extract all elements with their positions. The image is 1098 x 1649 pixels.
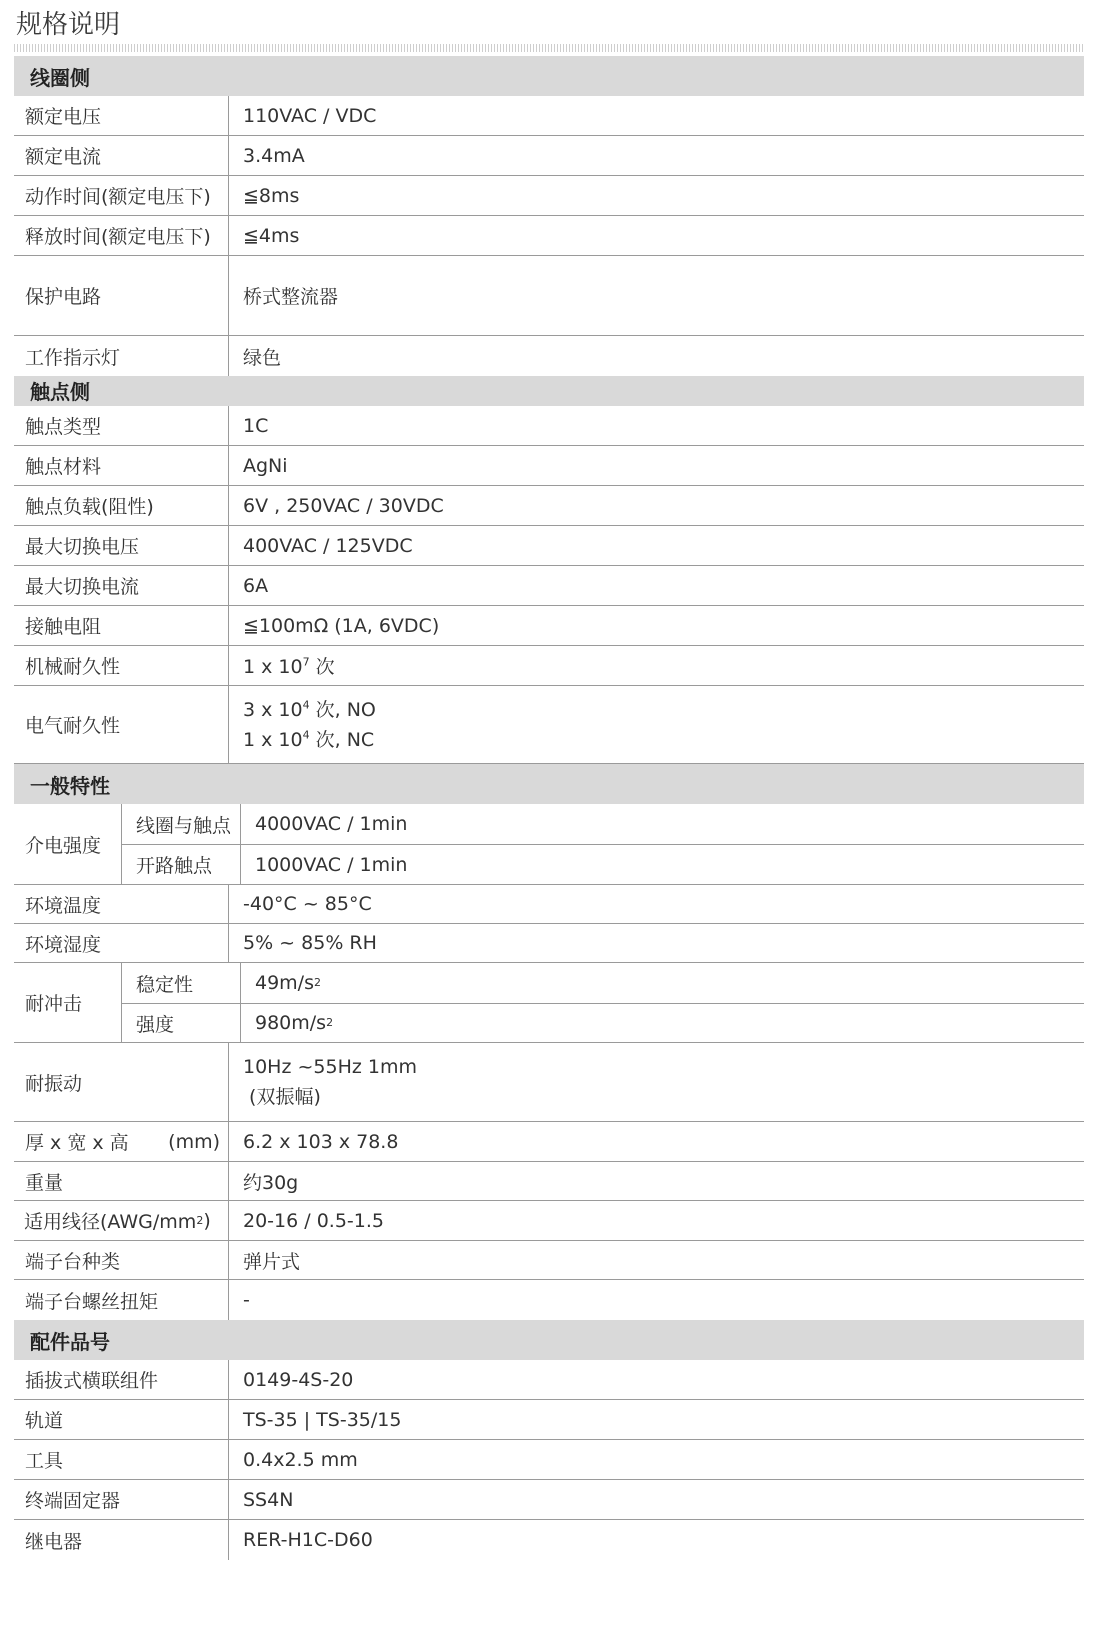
spec-table [14, 56, 1084, 1560]
spec-value: 110VAC / VDC [243, 104, 377, 127]
spec-value: 980m/s 2 [255, 1012, 334, 1034]
spec-row [14, 646, 1084, 686]
spec-label: 端子台螺丝扭矩 [14, 1280, 229, 1320]
spec-row [14, 1400, 1084, 1440]
spec-value: 约30g [243, 1171, 299, 1194]
spec-row [14, 336, 1084, 376]
spec-value: 桥式整流器 [243, 286, 339, 308]
spec-row [14, 1122, 1084, 1162]
label-unit: (mm) [168, 1130, 220, 1153]
value-unit: 次 [309, 656, 335, 678]
sub-label: 强度 [122, 1004, 241, 1042]
spec-value: ≦4ms [243, 224, 300, 247]
spec-row [14, 1440, 1084, 1480]
spec-row [14, 1360, 1084, 1400]
label-text: ) [203, 1209, 211, 1232]
spec-label: 电气耐久性 [14, 686, 229, 763]
spec-label: 耐冲击 [14, 963, 122, 1042]
spec-row [14, 1201, 1084, 1241]
spec-row [14, 256, 1084, 336]
title-divider [14, 44, 1084, 52]
spec-label: 轨道 [14, 1400, 229, 1439]
spec-label: 触点类型 [14, 406, 229, 445]
spec-row [14, 176, 1084, 216]
spec-label: 适用线径(AWG/mm 2 ) [14, 1201, 229, 1240]
spec-label [14, 1122, 229, 1161]
spec-row [14, 1520, 1084, 1560]
section-contact: 触点侧 [14, 376, 1084, 406]
spec-value: 6A [243, 574, 269, 597]
spec-row [14, 96, 1084, 136]
spec-value: 1000VAC / 1min [255, 853, 408, 876]
sub-label: 稳定性 [122, 963, 241, 1003]
spec-value [229, 1043, 1084, 1121]
spec-value: 20-16 / 0.5-1.5 [243, 1209, 384, 1232]
value-text: 49m/s [255, 972, 314, 994]
spec-value: 4000VAC / 1min [255, 813, 408, 835]
section-coil: 线圈侧 [14, 56, 1084, 96]
spec-label: 触点材料 [14, 446, 229, 485]
spec-value: 弹片式 [243, 1250, 301, 1273]
spec-row [14, 216, 1084, 256]
spec-label: 触点负载(阻性) [14, 486, 229, 525]
sub-row [122, 1003, 1084, 1042]
spec-row [14, 406, 1084, 446]
sub-label: 开路触点 [122, 845, 241, 884]
spec-label: 释放时间(额定电压下) [14, 216, 229, 255]
spec-row [14, 1280, 1084, 1320]
shock-group [14, 963, 1084, 1043]
spec-label: 介电强度 [14, 804, 122, 884]
spec-row [14, 686, 1084, 764]
spec-label: 工作指示灯 [14, 336, 229, 376]
spec-value [229, 686, 1084, 763]
section-accessories: 配件品号 [14, 1320, 1084, 1360]
sub-row [122, 804, 1084, 844]
spec-row [14, 566, 1084, 606]
value-text: 10Hz ~55Hz 1mm [243, 1056, 417, 1078]
spec-label: 最大切换电压 [14, 526, 229, 565]
spec-row [14, 1162, 1084, 1201]
spec-row [14, 1241, 1084, 1280]
sub-row [122, 963, 1084, 1003]
spec-row [14, 526, 1084, 566]
spec-value: 6V , 250VAC / 30VDC [243, 494, 444, 517]
value-text: 3 x 10 [243, 698, 303, 721]
spec-value: 5% ~ 85% RH [243, 932, 377, 954]
spec-value: 49m/s 2 [255, 972, 321, 994]
value-unit: 次, NC [309, 728, 375, 751]
spec-value: AgNi [243, 454, 288, 477]
spec-value: RER-H1C-D60 [243, 1529, 373, 1551]
spec-row [14, 1480, 1084, 1520]
spec-row [14, 885, 1084, 924]
spec-row [14, 486, 1084, 526]
spec-label: 终端固定器 [14, 1480, 229, 1519]
page-title: 规格说明 [16, 10, 121, 40]
spec-label: 端子台种类 [14, 1241, 229, 1279]
spec-value: 6.2 x 103 x 78.8 [243, 1130, 399, 1153]
exponent: 4 [302, 698, 310, 712]
exponent: 7 [302, 655, 310, 669]
spec-label: 额定电流 [14, 136, 229, 175]
spec-row [14, 136, 1084, 176]
spec-value [229, 646, 1084, 685]
label-text: 厚 x 宽 x 高 [25, 1132, 129, 1154]
value-text: 1 x 10 [243, 656, 303, 678]
spec-value: - [243, 1289, 250, 1311]
spec-label: 工具 [14, 1440, 229, 1479]
value-text: (双振幅) [243, 1086, 321, 1108]
spec-row [14, 446, 1084, 486]
spec-value: -40°C ~ 85°C [243, 893, 372, 915]
spec-row [14, 606, 1084, 646]
spec-label: 环境湿度 [14, 924, 229, 962]
value-unit: 次, NO [309, 698, 376, 721]
spec-label: 耐振动 [14, 1043, 229, 1121]
dielectric-group [14, 804, 1084, 885]
sub-row [122, 844, 1084, 884]
exponent: 4 [302, 728, 310, 742]
spec-label: 插拔式横联组件 [14, 1360, 229, 1399]
spec-label: 重量 [14, 1162, 229, 1200]
spec-value: 3.4mA [243, 144, 305, 167]
spec-value: ≦8ms [243, 184, 300, 207]
spec-label: 接触电阻 [14, 606, 229, 645]
value-text: 980m/s [255, 1012, 327, 1034]
spec-value: SS4N [243, 1488, 294, 1511]
spec-value: 0.4x2.5 mm [243, 1448, 358, 1471]
spec-label: 最大切换电流 [14, 566, 229, 605]
spec-value: 0149-4S-20 [243, 1368, 354, 1391]
section-general: 一般特性 [14, 764, 1084, 804]
sub-label: 线圈与触点 [122, 804, 241, 844]
spec-value: TS-35 | TS-35/15 [243, 1408, 402, 1431]
spec-value: ≦100mΩ (1A, 6VDC) [243, 614, 440, 637]
spec-label: 机械耐久性 [14, 646, 229, 685]
spec-row [14, 1043, 1084, 1122]
spec-label: 继电器 [14, 1520, 229, 1560]
spec-label: 环境温度 [14, 885, 229, 923]
spec-value: 400VAC / 125VDC [243, 534, 413, 557]
spec-value: 1C [243, 414, 269, 437]
spec-value: 绿色 [243, 346, 282, 369]
spec-row [14, 924, 1084, 963]
label-text: 适用线径(AWG/mm [24, 1211, 197, 1233]
spec-label: 保护电路 [14, 256, 229, 335]
spec-label: 额定电压 [14, 96, 229, 135]
spec-label: 动作时间(额定电压下) [14, 176, 229, 215]
value-text: 1 x 10 [243, 728, 303, 751]
